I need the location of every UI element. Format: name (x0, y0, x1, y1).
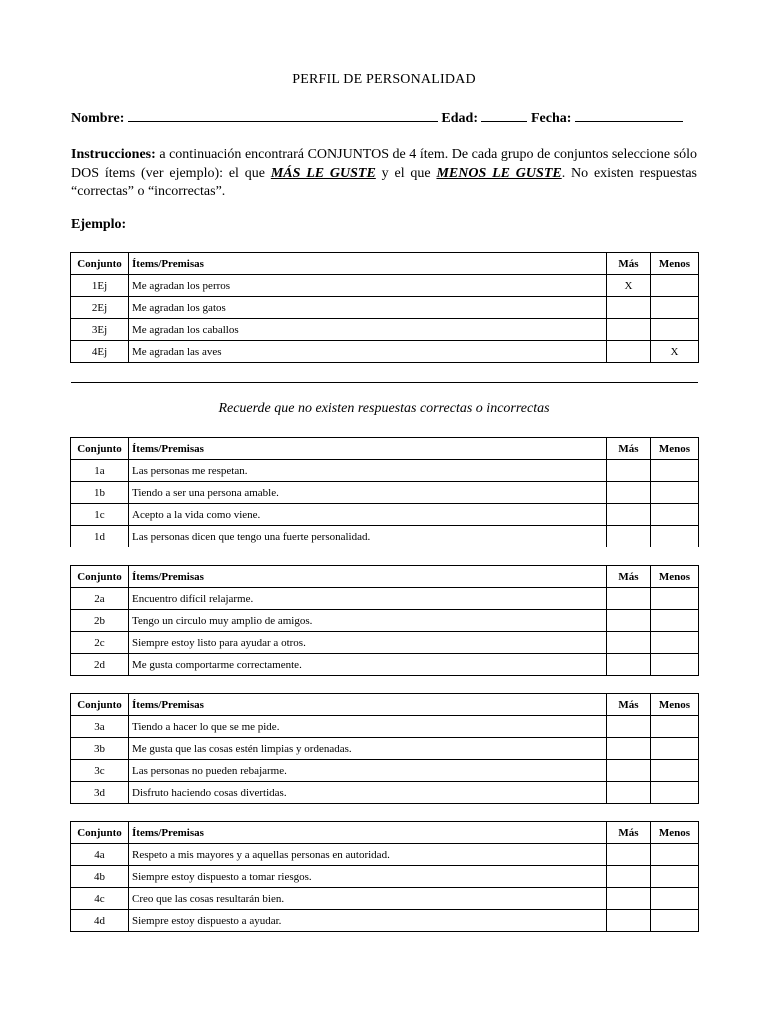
more-choice-cell[interactable] (607, 888, 651, 910)
less-choice-cell[interactable] (651, 610, 699, 632)
set-id-cell: 3a (71, 716, 129, 738)
table-header-row (71, 438, 699, 460)
table-row (71, 716, 699, 738)
less-choice-cell[interactable] (651, 460, 699, 482)
set-id-cell: 2d (71, 654, 129, 676)
instructions-text-2: y el que (375, 165, 437, 181)
table-row (71, 319, 699, 341)
more-choice-cell[interactable] (607, 482, 651, 504)
header-items: Ítems/Premisas (129, 438, 607, 460)
less-choice-cell[interactable] (651, 632, 699, 654)
instructions-mas: MÁS LE GUSTE (270, 165, 376, 181)
less-choice-cell[interactable] (651, 297, 699, 319)
set-id-cell: 1a (71, 460, 129, 482)
set-id-cell: 1Ej (71, 275, 129, 297)
example-table (70, 252, 699, 363)
less-choice-cell[interactable] (651, 760, 699, 782)
table-row (71, 275, 699, 297)
header-less: Menos (651, 822, 699, 844)
less-choice-cell[interactable]: X (651, 341, 699, 363)
item-text-cell: Las personas no pueden rebajarme. (129, 760, 607, 782)
item-text-cell: Tengo un circulo muy amplio de amigos. (129, 610, 607, 632)
reminder-text: Recuerde que no existen respuestas correctas o incorrectas (218, 401, 550, 416)
header-less: Menos (651, 694, 699, 716)
personal-info-line (71, 109, 701, 127)
set-table-3 (70, 693, 699, 804)
set-id-cell: 1c (71, 504, 129, 526)
table-row (71, 610, 699, 632)
example-label: Ejemplo: (71, 217, 127, 232)
table-row (71, 910, 699, 932)
less-choice-cell[interactable] (651, 866, 699, 888)
table-row (71, 760, 699, 782)
table-row (71, 588, 699, 610)
table-row (71, 482, 699, 504)
set-id-cell: 2a (71, 588, 129, 610)
header-items: Ítems/Premisas (129, 694, 607, 716)
less-choice-cell[interactable] (651, 738, 699, 760)
name-blank[interactable] (128, 109, 438, 122)
set-id-cell: 4b (71, 866, 129, 888)
set-id-cell: 2Ej (71, 297, 129, 319)
more-choice-cell[interactable]: X (607, 275, 651, 297)
item-text-cell: Tiendo a ser una persona amable. (129, 482, 607, 504)
less-choice-cell[interactable] (651, 482, 699, 504)
table-header-row (71, 566, 699, 588)
header-more: Más (607, 822, 651, 844)
item-text-cell: Siempre estoy listo para ayudar a otros. (129, 632, 607, 654)
more-choice-cell[interactable] (607, 319, 651, 341)
more-choice-cell[interactable] (607, 610, 651, 632)
table-header-row (71, 694, 699, 716)
less-choice-cell[interactable] (651, 526, 699, 548)
less-choice-cell[interactable] (651, 588, 699, 610)
more-choice-cell[interactable] (607, 588, 651, 610)
set-id-cell: 1d (71, 526, 129, 548)
header-items: Ítems/Premisas (129, 253, 607, 275)
instructions-text-3: . No existen respuestas “correctas” o “incorrectas”. (71, 165, 697, 199)
more-choice-cell[interactable] (607, 341, 651, 363)
more-choice-cell[interactable] (607, 760, 651, 782)
item-text-cell: Me gusta que las cosas estén limpias y ordenadas. (129, 738, 607, 760)
header-set: Conjunto (71, 694, 129, 716)
item-text-cell: Me gusta comportarme correctamente. (129, 654, 607, 676)
table-header-row (71, 253, 699, 275)
item-text-cell: Tiendo a hacer lo que se me pide. (129, 716, 607, 738)
set-id-cell: 3d (71, 782, 129, 804)
more-choice-cell[interactable] (607, 504, 651, 526)
instructions-label: Instrucciones: (71, 147, 156, 162)
date-blank[interactable] (575, 109, 683, 122)
header-set: Conjunto (71, 822, 129, 844)
more-choice-cell[interactable] (607, 910, 651, 932)
set-id-cell: 3c (71, 760, 129, 782)
item-text-cell: Me agradan los gatos (129, 297, 607, 319)
less-choice-cell[interactable] (651, 844, 699, 866)
item-text-cell: Encuentro difícil relajarme. (129, 588, 607, 610)
more-choice-cell[interactable] (607, 782, 651, 804)
item-text-cell: Me agradan las aves (129, 341, 607, 363)
set-id-cell: 4Ej (71, 341, 129, 363)
table-row (71, 460, 699, 482)
less-choice-cell[interactable] (651, 319, 699, 341)
table-row (71, 297, 699, 319)
instructions-text-1: a continuación encontrará CONJUNTOS de 4 ítem. De cada grupo de conjuntos seleccione sólo DOS ítems (ver ejemplo): el que (71, 147, 697, 181)
header-more: Más (607, 253, 651, 275)
set-id-cell: 3b (71, 738, 129, 760)
item-text-cell: Me agradan los perros (129, 275, 607, 297)
set-table-2 (70, 565, 699, 676)
header-set: Conjunto (71, 438, 129, 460)
table-row (71, 888, 699, 910)
more-choice-cell[interactable] (607, 844, 651, 866)
more-choice-cell[interactable] (607, 866, 651, 888)
table-row (71, 526, 699, 548)
header-set: Conjunto (71, 566, 129, 588)
name-label: Nombre: (71, 111, 125, 126)
header-more: Más (607, 566, 651, 588)
table-row (71, 866, 699, 888)
item-text-cell: Las personas me respetan. (129, 460, 607, 482)
set-id-cell: 3Ej (71, 319, 129, 341)
age-label: Edad: (441, 111, 478, 126)
header-less: Menos (651, 566, 699, 588)
header-set: Conjunto (71, 253, 129, 275)
more-choice-cell[interactable] (607, 738, 651, 760)
more-choice-cell[interactable] (607, 460, 651, 482)
less-choice-cell[interactable] (651, 504, 699, 526)
header-more: Más (607, 438, 651, 460)
less-choice-cell[interactable] (651, 275, 699, 297)
item-text-cell: Respeto a mis mayores y a aquellas personas en autoridad. (129, 844, 607, 866)
table-row (71, 504, 699, 526)
more-choice-cell[interactable] (607, 654, 651, 676)
item-text-cell: Creo que las cosas resultarán bien. (129, 888, 607, 910)
item-text-cell: Siempre estoy dispuesto a tomar riesgos. (129, 866, 607, 888)
table-row (71, 341, 699, 363)
item-text-cell: Las personas dicen que tengo una fuerte personalidad. (129, 526, 607, 548)
age-blank[interactable] (481, 109, 527, 122)
less-choice-cell[interactable] (651, 888, 699, 910)
set-id-cell: 1b (71, 482, 129, 504)
less-choice-cell[interactable] (651, 654, 699, 676)
header-items: Ítems/Premisas (129, 566, 607, 588)
instructions-menos: MENOS LE GUSTE (436, 165, 562, 181)
item-text-cell: Disfruto haciendo cosas divertidas. (129, 782, 607, 804)
less-choice-cell[interactable] (651, 782, 699, 804)
set-id-cell: 2b (71, 610, 129, 632)
more-choice-cell[interactable] (607, 632, 651, 654)
item-text-cell: Acepto a la vida como viene. (129, 504, 607, 526)
more-choice-cell[interactable] (607, 526, 651, 548)
date-label: Fecha: (530, 111, 572, 126)
set-id-cell: 4a (71, 844, 129, 866)
less-choice-cell[interactable] (651, 716, 699, 738)
table-row (71, 738, 699, 760)
more-choice-cell[interactable] (607, 297, 651, 319)
header-less: Menos (651, 253, 699, 275)
set-table-4 (70, 821, 699, 932)
set-id-cell: 4d (71, 910, 129, 932)
table-row (71, 844, 699, 866)
header-more: Más (607, 694, 651, 716)
header-items: Ítems/Premisas (129, 822, 607, 844)
header-less: Menos (651, 438, 699, 460)
page-title: PERFIL DE PERSONALIDAD (292, 72, 476, 87)
table-row (71, 782, 699, 804)
table-row (71, 632, 699, 654)
less-choice-cell[interactable] (651, 910, 699, 932)
set-id-cell: 4c (71, 888, 129, 910)
table-header-row (71, 822, 699, 844)
set-id-cell: 2c (71, 632, 129, 654)
instructions-paragraph (71, 146, 697, 202)
item-text-cell: Me agradan los caballos (129, 319, 607, 341)
set-table-1 (70, 437, 699, 547)
divider-line (71, 382, 698, 383)
more-choice-cell[interactable] (607, 716, 651, 738)
table-row (71, 654, 699, 676)
item-text-cell: Siempre estoy dispuesto a ayudar. (129, 910, 607, 932)
